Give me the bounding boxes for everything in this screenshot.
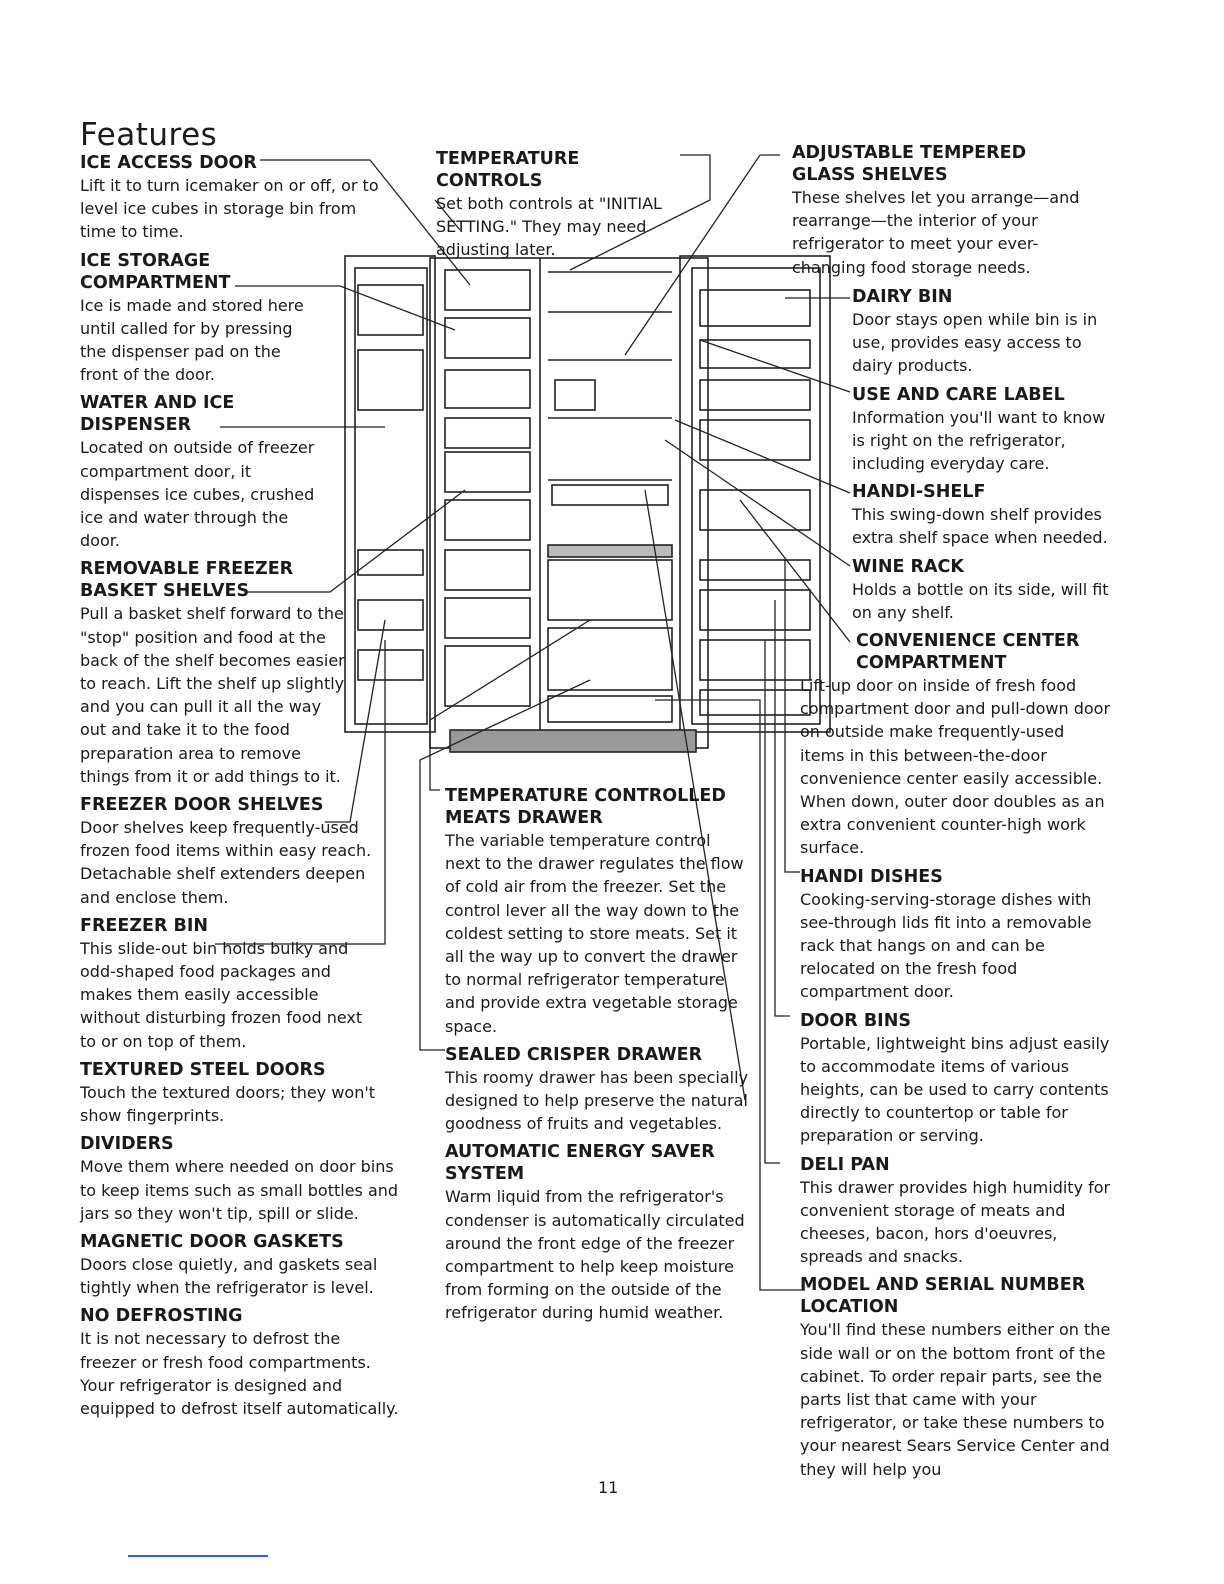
feature-text: This drawer provides high humidity for convenient storage of meats and cheeses, bacon, hors d'oeuvres, spreads and snacks. [800,1177,1111,1267]
feature-title: TEMPERATURE CONTROLS [436,149,580,191]
feature-model-serial-location [800,1274,1112,1480]
feature-dairy-bin [852,286,1112,378]
feature-title: DAIRY BIN [852,287,953,307]
feature-text: Door stays open while bin is in use, provides easy access to dairy products. [852,310,1098,376]
feature-title: TEMPERATURE CONTROLLED MEATS DRAWER [445,786,726,828]
feature-meats-drawer [445,785,750,1038]
feature-title: DELI PAN [800,1154,890,1175]
feature-title: USE AND CARE LABEL [852,384,1065,405]
feature-text: It is not necessary to defrost the freezer or fresh food compartments. Your refrigerator is designed and equipped to defrost itself automatically. [80,1329,399,1418]
feature-text: Holds a bottle on its side, will fit on any shelf. [852,579,1109,622]
feature-ice-storage-compartment [80,250,315,387]
feature-freezer-door-shelves [80,794,380,909]
page-number: 11 [598,1478,619,1497]
right-lower-column [800,630,1112,1487]
feature-title: MODEL AND SERIAL NUMBER LOCATION [800,1275,1086,1318]
feature-text: This slide-out bin holds bulky and odd-shaped food packages and makes them easily accessible without disturbing frozen food next to or on top of them. [80,938,363,1051]
feature-temperature-controls [436,148,676,262]
feature-use-care-label [852,384,1112,476]
feature-text: Door shelves keep frequently-used frozen food items within easy reach. Detachable shelf extenders deepen and enclose them. [80,818,372,907]
feature-title: REMOVABLE FREEZER BASKET SHELVES [80,559,294,602]
feature-water-ice-dispenser [80,392,330,552]
feature-door-bins [800,1010,1112,1148]
feature-text: These shelves let you arrange—and rearrange—the interior of your refrigerator to meet your ever-changing food storage needs. [792,188,1080,277]
feature-freezer-bin [80,915,380,1053]
feature-title: WATER AND ICE DISPENSER [80,393,235,436]
feature-energy-saver-system [445,1141,750,1324]
feature-title: ICE STORAGE COMPARTMENT [80,250,231,293]
footer-rule [128,1555,268,1557]
page-title: Features [80,116,218,153]
feature-wine-rack [852,556,1112,624]
feature-title: ICE ACCESS DOOR [80,153,257,173]
feature-sealed-crisper-drawer [445,1044,750,1136]
feature-handi-shelf [852,481,1112,549]
feature-text: Touch the textured doors; they won't show fingerprints. [80,1082,376,1126]
middle-column [445,785,750,1331]
right-upper-column [852,286,1112,630]
feature-text: Move them where needed on door bins to keep items such as small bottles and jars so they won't tip, spill or slide. [80,1157,399,1223]
feature-title: SEALED CRISPER DRAWER [445,1044,703,1065]
feature-title: CONVENIENCE CENTER COMPARTMENT [856,631,1080,673]
feature-text: Located on outside of freezer compartment door, it dispenses ice cubes, crushed ice and water through the door. [80,438,315,551]
feature-text: Lift-up door on inside of fresh food compartment door and pull-down door on outside make frequently-used items in this between-the-door convenience center easily accessible. When down, outer door doubles as an extra convenient counter-high work surface. [800,676,1111,858]
feature-title: MAGNETIC DOOR GASKETS [80,1231,344,1252]
feature-text: Set both controls at "INITIAL SETTING." They may need adjusting later. [436,194,662,260]
feature-text: Ice is made and stored here until called for by pressing the dispenser pad on the front of the door. [80,295,304,385]
feature-title: FREEZER DOOR SHELVES [80,795,324,816]
feature-title: ADJUSTABLE TEMPERED GLASS SHELVES [792,143,1027,185]
feature-title: HANDI DISHES [800,866,943,887]
feature-title: AUTOMATIC ENERGY SAVER SYSTEM [445,1142,715,1185]
feature-text: This swing-down shelf provides extra shelf space when needed. [852,505,1108,548]
feature-textured-steel-doors [80,1059,380,1127]
feature-title: TEXTURED STEEL DOORS [80,1059,326,1080]
feature-text: You'll find these numbers either on the side wall or on the bottom front of the cabinet. To order repair parts, see the parts list that came with your refrigerator, or take these numbers to your nearest Sears Service Center and they will help you [800,1320,1111,1479]
feature-glass-shelves [792,142,1082,285]
left-column [80,152,399,1426]
feature-magnetic-door-gaskets [80,1231,400,1299]
feature-text: Information you'll want to know is right on the refrigerator, including everyday care. [852,407,1106,474]
feature-freezer-basket-shelves [80,558,350,788]
feature-title: HANDI-SHELF [852,482,986,503]
feature-title: FREEZER BIN [80,915,209,936]
feature-title: NO DEFROSTING [80,1306,243,1327]
fridge-cabinet [430,258,708,748]
feature-convenience-center [800,630,1112,860]
feature-text: Lift it to turn icemaker on or off, or to level ice cubes in storage bin from time to time. [80,176,379,242]
feature-dividers [80,1133,400,1225]
feature-text: This roomy drawer has been specially designed to help preserve the natural goodness of fruits and vegetables. [445,1067,749,1134]
feature-title: WINE RACK [852,556,964,577]
feature-text: Doors close quietly, and gaskets seal tightly when the refrigerator is level. [80,1254,378,1298]
feature-title: DIVIDERS [80,1134,174,1155]
feature-handi-dishes [800,866,1112,1004]
feature-text: Warm liquid from the refrigerator's condenser is automatically circulated around the front edge of the freezer compartment to help keep moisture from forming on the outside of the refrigerator during humid weather. [445,1187,745,1323]
feature-text: Pull a basket shelf forward to the "stop" position and food at the back of the shelf becomes easier to reach. Lift the shelf up slightly and you can pull it all the way out and take it to the food preparation area to remove things from it or add things to it. [80,604,345,786]
feature-text: The variable temperature control next to the drawer regulates the flow of cold air from the freezer. Set the control lever all the way down to the coldest setting to store meats. Set it all the way up to convert the drawer to normal refrigerator temperature and provide extra vegetable storage space. [445,831,744,1036]
feature-deli-pan [800,1154,1112,1269]
feature-title: DOOR BINS [800,1010,911,1031]
feature-ice-access-door [80,152,380,244]
feature-text: Cooking-serving-storage dishes with see-through lids fit into a removable rack that hangs on and can be relocated on the fresh food compartment door. [800,889,1092,1002]
feature-no-defrosting [80,1305,400,1420]
feature-text: Portable, lightweight bins adjust easily to accommodate items of various heights, can be used to carry contents directly to countertop or table for preparation or serving. [800,1033,1110,1146]
